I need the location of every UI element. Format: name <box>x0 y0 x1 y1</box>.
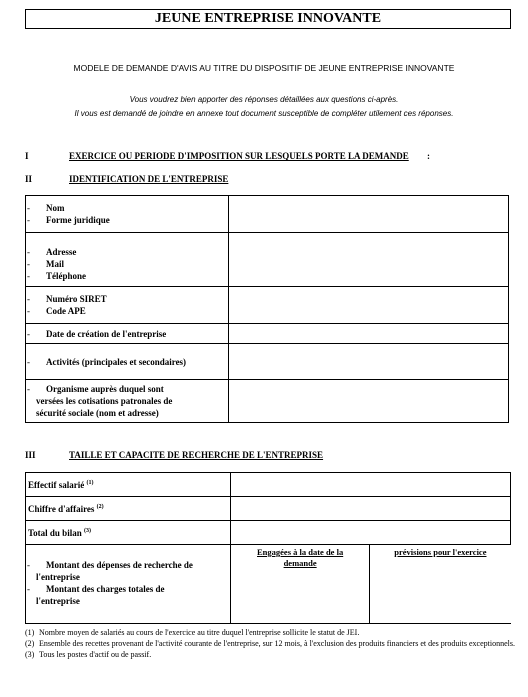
creation-date-label: - Date de création de l'entreprise <box>26 324 229 344</box>
footnote-2: (2) Ensemble des recettes provenant de l'activité courante de l'entreprise, sur 12 mois, à l'exclusion des produits financiers et des produits exceptionnels. <box>25 639 515 648</box>
table-row <box>26 287 509 324</box>
identification-table <box>25 195 509 423</box>
turnover-label: Chiffre d'affaires $^{(2)}$ <box>26 497 231 521</box>
section-number: III <box>25 450 36 460</box>
footnote-3: (3) Tous les postes d'actif ou de passif. <box>25 650 152 659</box>
form-subtitle: MODELE DE DEMANDE D'AVIS AU TITRE DU DISPOSITIF DE JEUNE ENTREPRISE INNOVANTE <box>73 63 455 73</box>
footnotes <box>25 627 520 660</box>
section-label: IDENTIFICATION DE L'ENTREPRISE <box>69 174 229 184</box>
column-forecast[interactable]: prévisions pour l'exercice <box>370 545 511 624</box>
column-committed[interactable]: Engagées à la date de la demande <box>231 545 370 624</box>
siret-ape-label: - Numéro SIRET - Code APE <box>26 287 229 324</box>
employees-label: Effectif salarié $^{(1)}$ <box>26 473 231 497</box>
expenses-label: - Montant des dépenses de recherche de l'entreprise - Montant des charges totales de l'entreprise <box>26 545 231 624</box>
activities-label: - Activités (principales et secondaires) <box>26 344 229 380</box>
address-contact-label: - Adresse - Mail - Téléphone <box>26 233 229 287</box>
section-label: TAILLE ET CAPACITE DE RECHERCHE DE L'ENTREPRISE <box>69 450 324 460</box>
name-legal-form-field[interactable] <box>229 196 509 233</box>
name-legal-form-label: - Nom - Forme juridique <box>26 196 229 233</box>
table-row <box>26 473 511 497</box>
table-row <box>26 521 511 545</box>
intro-line-1: Vous voudrez bien apporter des réponses détaillées aux questions ci-après. <box>129 95 399 104</box>
social-security-organism-field[interactable] <box>229 380 509 423</box>
activities-field[interactable] <box>229 344 509 380</box>
table-row <box>26 497 511 521</box>
table-row <box>26 196 509 233</box>
footnote-1: (1) Nombre moyen de salariés au cours de l'exercice au titre duquel l'entreprise sollicite le statut de JEI. <box>25 628 360 637</box>
table-row <box>26 324 509 344</box>
balance-label: Total du bilan $^{(3)}$ <box>26 521 231 545</box>
form-title: JEUNE ENTREPRISE INNOVANTE <box>25 9 511 29</box>
siret-ape-field[interactable] <box>229 287 509 324</box>
intro-line-2: Il vous est demandé de joindre en annexe tout document susceptible de compléter utilement ces réponses. <box>74 109 454 118</box>
table-row <box>26 545 511 624</box>
table-row <box>26 344 509 380</box>
address-contact-field[interactable] <box>229 233 509 287</box>
social-security-organism-label: - Organisme auprès duquel sont versées les cotisations patronales de sécurité sociale (nom et adresse) <box>26 380 229 423</box>
size-table <box>25 472 511 624</box>
balance-field[interactable] <box>231 521 511 545</box>
employees-field[interactable] <box>231 473 511 497</box>
turnover-field[interactable] <box>231 497 511 521</box>
table-row <box>26 380 509 423</box>
section-number: I <box>25 151 29 161</box>
section-colon: : <box>427 151 430 161</box>
table-row <box>26 233 509 287</box>
section-label: EXERCICE OU PERIODE D'IMPOSITION SUR LESQUELS PORTE LA DEMANDE <box>69 151 409 161</box>
creation-date-field[interactable] <box>229 324 509 344</box>
section-number: II <box>25 174 33 184</box>
